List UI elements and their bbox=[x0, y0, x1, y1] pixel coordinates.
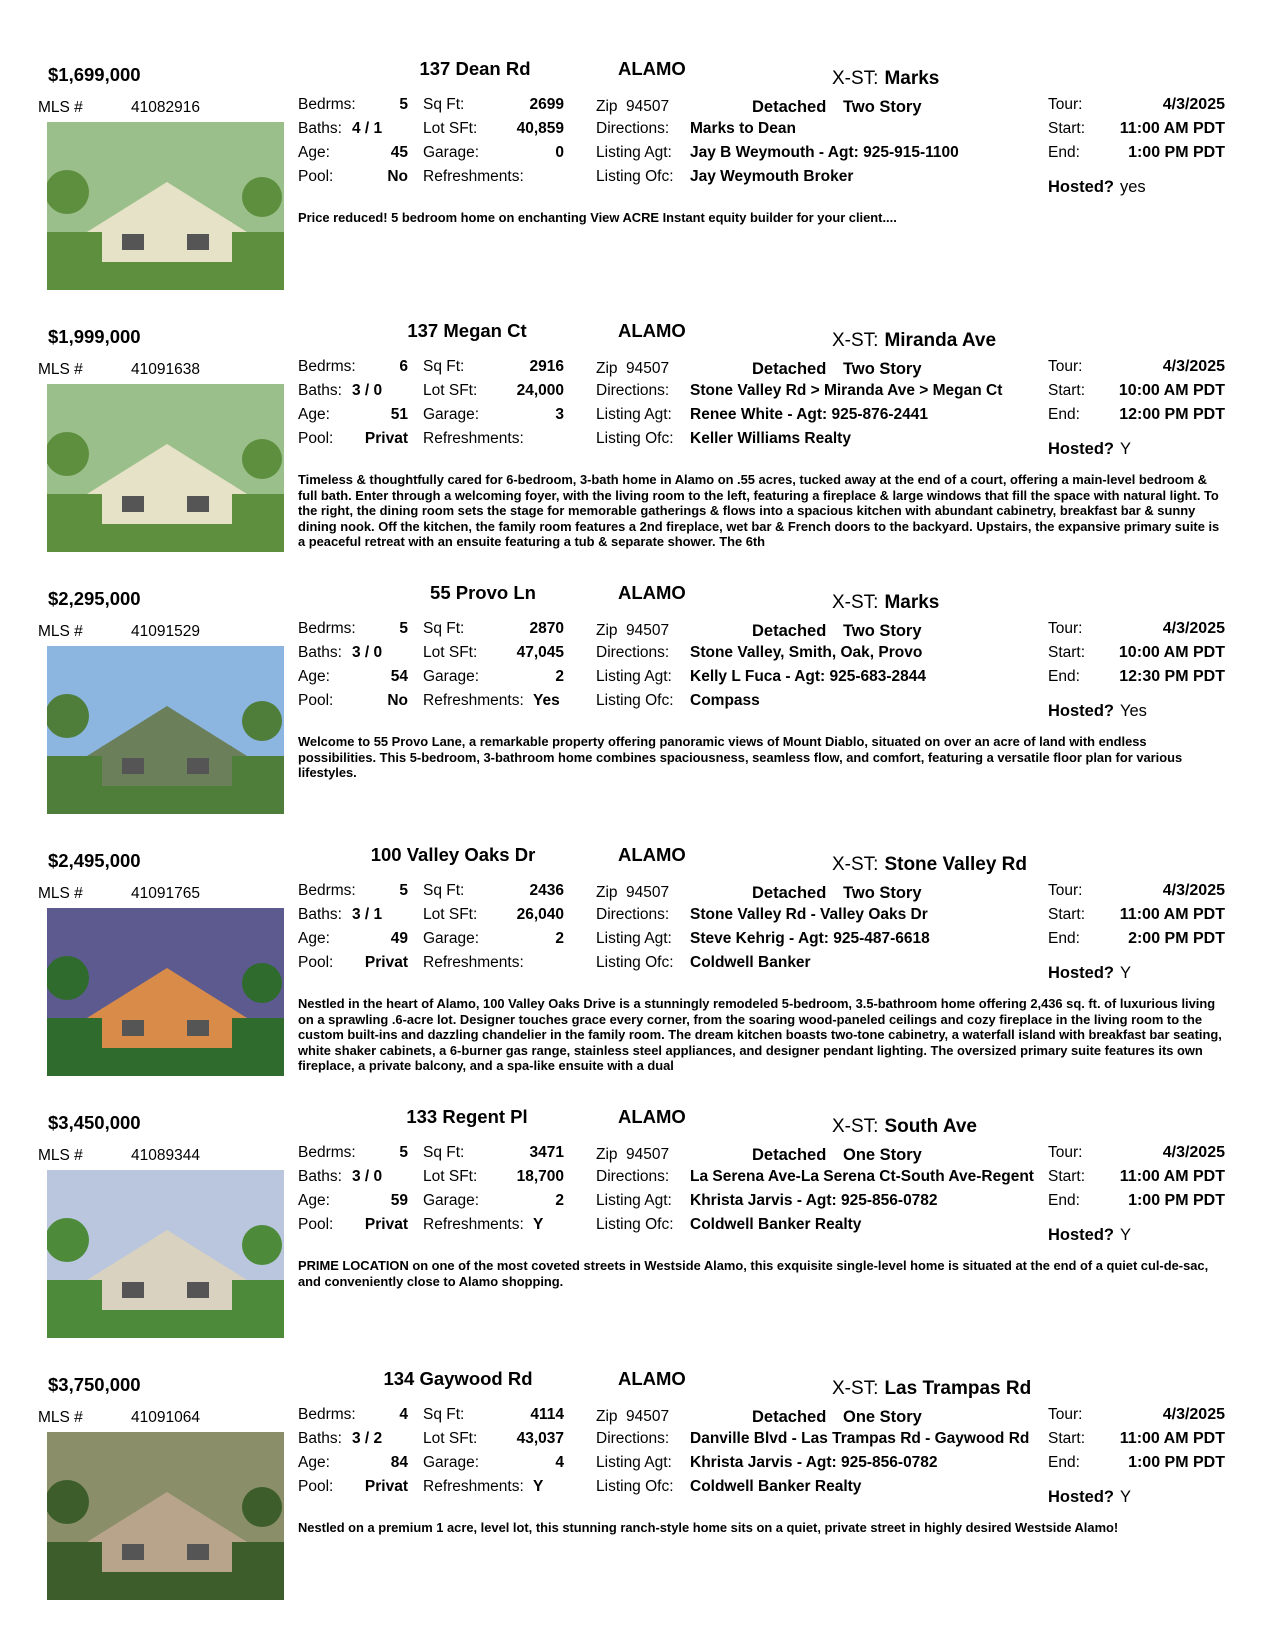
house-photo bbox=[47, 384, 284, 552]
sqft-value: 2436 bbox=[529, 882, 564, 899]
lot-sqft-value: 24,000 bbox=[516, 382, 564, 399]
listing-address: 137 Megan Ct bbox=[407, 320, 527, 341]
hosted-label: Hosted? bbox=[1048, 702, 1114, 720]
listing-office-label: Listing Ofc: bbox=[596, 692, 674, 709]
listing-city: ALAMO bbox=[618, 320, 686, 341]
end-label: End: bbox=[1048, 1454, 1080, 1471]
property-type: Detached bbox=[752, 360, 827, 378]
baths-value: 3 / 1 bbox=[352, 906, 383, 923]
pool-label: Pool: bbox=[298, 1216, 334, 1233]
lot-sqft-label: Lot SFt: bbox=[423, 120, 478, 137]
zip-value: 94507 bbox=[626, 622, 670, 639]
listing-description: PRIME LOCATION on one of the most coveted streets in Westside Alamo, this exquisite single-level home is situated at the end of a quiet cul-de-sac, and conveniently close to Alamo shopping. bbox=[298, 1258, 1209, 1289]
garage-value: 3 bbox=[555, 406, 564, 423]
mls-number: 41082916 bbox=[131, 99, 200, 116]
listing-description: Price reduced! 5 bedroom home on enchanting View ACRE Instant equity builder for your client.... bbox=[298, 210, 897, 225]
stories-value: Two Story bbox=[843, 884, 922, 902]
lot-sqft-value: 18,700 bbox=[516, 1168, 564, 1185]
sqft-value: 4114 bbox=[530, 1406, 564, 1423]
listing-agent-label: Listing Agt: bbox=[596, 406, 672, 423]
age-value: 49 bbox=[390, 930, 408, 947]
pool-label: Pool: bbox=[298, 168, 334, 185]
listing-address: 133 Regent Pl bbox=[406, 1106, 528, 1127]
hosted-value: Y bbox=[1120, 440, 1132, 458]
mls-label: MLS # bbox=[38, 1409, 83, 1426]
hosted-value: Y bbox=[1120, 964, 1132, 982]
listing-price: $3,750,000 bbox=[48, 1374, 141, 1395]
lot-sqft-label: Lot SFt: bbox=[423, 1168, 478, 1185]
pool-label: Pool: bbox=[298, 692, 334, 709]
sqft-label: Sq Ft: bbox=[423, 1144, 465, 1161]
mountain-view-photo bbox=[47, 646, 284, 814]
age-label: Age: bbox=[298, 406, 330, 423]
directions-value: Stone Valley Rd - Valley Oaks Dr bbox=[690, 906, 928, 923]
directions-value: Danville Blvd - Las Trampas Rd - Gaywood Rd bbox=[690, 1430, 1030, 1447]
tour-label: Tour: bbox=[1048, 1144, 1083, 1161]
listing-price: $1,699,000 bbox=[48, 64, 141, 85]
bedrooms-label: Bedrms: bbox=[298, 96, 356, 113]
listing-agent-value: Renee White - Agt: 925-876-2441 bbox=[690, 406, 929, 423]
garage-label: Garage: bbox=[423, 930, 480, 947]
listing-address: 134 Gaywood Rd bbox=[383, 1368, 533, 1389]
bedrooms-label: Bedrms: bbox=[298, 358, 356, 375]
zip-label: Zip bbox=[596, 1146, 618, 1163]
listing-office-label: Listing Ofc: bbox=[596, 168, 674, 185]
listing-card bbox=[0, 1368, 1275, 1628]
tour-label: Tour: bbox=[1048, 1406, 1083, 1423]
listing-address: 137 Dean Rd bbox=[419, 58, 531, 79]
sqft-label: Sq Ft: bbox=[423, 358, 465, 375]
cross-street-label: X-ST: bbox=[832, 330, 879, 351]
bedrooms-label: Bedrms: bbox=[298, 882, 356, 899]
listing-city: ALAMO bbox=[618, 1106, 686, 1127]
bedrooms-label: Bedrms: bbox=[298, 620, 356, 637]
garage-value: 0 bbox=[555, 144, 564, 161]
cross-street-label: X-ST: bbox=[832, 1116, 879, 1137]
baths-value: 3 / 0 bbox=[352, 1168, 383, 1185]
tour-date: 4/3/2025 bbox=[1162, 358, 1225, 375]
stories-value: Two Story bbox=[843, 98, 922, 116]
baths-label: Baths: bbox=[298, 382, 342, 399]
listing-agent-label: Listing Agt: bbox=[596, 668, 672, 685]
age-value: 54 bbox=[390, 668, 408, 685]
cross-street-label: X-ST: bbox=[832, 1378, 879, 1399]
hosted-label: Hosted? bbox=[1048, 178, 1114, 196]
end-label: End: bbox=[1048, 930, 1080, 947]
directions-label: Directions: bbox=[596, 120, 670, 137]
mls-number: 41091529 bbox=[131, 623, 200, 640]
age-value: 51 bbox=[390, 406, 408, 423]
tour-date: 4/3/2025 bbox=[1162, 882, 1225, 899]
sqft-value: 2699 bbox=[529, 96, 564, 113]
lot-sqft-label: Lot SFt: bbox=[423, 382, 478, 399]
ranch-house-photo bbox=[47, 1170, 284, 1338]
refreshments-value: Yes bbox=[533, 692, 560, 709]
listing-city: ALAMO bbox=[618, 58, 686, 79]
bedrooms-label: Bedrms: bbox=[298, 1406, 356, 1423]
pool-label: Pool: bbox=[298, 1478, 334, 1495]
cross-street bbox=[832, 592, 939, 614]
listing-card bbox=[0, 58, 1275, 318]
tour-label: Tour: bbox=[1048, 882, 1083, 899]
tour-date: 4/3/2025 bbox=[1162, 620, 1225, 637]
lot-sqft-label: Lot SFt: bbox=[423, 644, 478, 661]
tour-label: Tour: bbox=[1048, 620, 1083, 637]
age-label: Age: bbox=[298, 930, 330, 947]
start-time: 11:00 AM PDT bbox=[1119, 906, 1225, 923]
listing-agent-value: Jay B Weymouth - Agt: 925-915-1100 bbox=[690, 144, 959, 161]
cross-street bbox=[832, 68, 939, 90]
start-time: 11:00 AM PDT bbox=[1119, 120, 1225, 137]
listing-office-value: Coldwell Banker Realty bbox=[690, 1478, 862, 1495]
hosted-row bbox=[1048, 178, 1146, 197]
property-type: Detached bbox=[752, 1146, 827, 1164]
mls-label: MLS # bbox=[38, 99, 83, 116]
listing-office-value: Keller Williams Realty bbox=[690, 430, 851, 447]
end-time: 1:00 PM PDT bbox=[1128, 1192, 1225, 1209]
directions-value: Stone Valley Rd > Miranda Ave > Megan Ct bbox=[690, 382, 1003, 399]
house-photo bbox=[47, 122, 284, 290]
end-time: 12:00 PM PDT bbox=[1119, 406, 1225, 423]
pool-value: No bbox=[387, 168, 408, 185]
directions-value: Marks to Dean bbox=[690, 120, 796, 137]
listing-office-value: Coldwell Banker bbox=[690, 954, 811, 971]
mls-number: 41091064 bbox=[131, 1409, 200, 1426]
lot-sqft-value: 47,045 bbox=[516, 644, 564, 661]
sqft-value: 2916 bbox=[529, 358, 564, 375]
hosted-value: Y bbox=[1120, 1226, 1132, 1244]
listing-card bbox=[0, 844, 1275, 1104]
zip-value: 94507 bbox=[626, 1146, 670, 1163]
listing-description: Timeless & thoughtfully cared for 6-bedroom, 3-bath home in Alamo on .55 acres, tucked away at the end of a court, offering a main-level bedroom & full bath. Enter through a welcoming foyer, with the living room to the left, featuring a fireplace & large windows that fill the space with natural light. To the right, the dining room sets the stage for memorable gatherings & flows into a spacious kitchen with abundant cabinetry, breakfast bar & sunny dining nook. Off the kitchen, the family room features a 2nd fireplace, wet bar & French doors to the backyard. Upstairs, the expansive primary suite is a peaceful retreat with an ensuite featuring a tub & separate shower. The 6th bbox=[298, 472, 1220, 549]
garage-label: Garage: bbox=[423, 668, 480, 685]
cross-street bbox=[832, 854, 1027, 876]
cross-street-value: South Ave bbox=[884, 1116, 977, 1137]
refreshments-value: Y bbox=[533, 1216, 544, 1233]
end-label: End: bbox=[1048, 406, 1080, 423]
start-time: 10:00 AM PDT bbox=[1118, 644, 1225, 661]
property-type: Detached bbox=[752, 884, 827, 902]
listing-price: $1,999,000 bbox=[48, 326, 141, 347]
stories-value: One Story bbox=[843, 1146, 922, 1164]
listing-agent-value: Steve Kehrig - Agt: 925-487-6618 bbox=[690, 930, 930, 947]
sqft-label: Sq Ft: bbox=[423, 882, 465, 899]
bedrooms-value: 6 bbox=[399, 358, 408, 375]
start-label: Start: bbox=[1048, 906, 1086, 923]
refreshments-label: Refreshments: bbox=[423, 692, 524, 709]
hosted-value: yes bbox=[1120, 178, 1146, 196]
directions-label: Directions: bbox=[596, 644, 670, 661]
listing-office-label: Listing Ofc: bbox=[596, 1478, 674, 1495]
listing-card bbox=[0, 1106, 1275, 1366]
end-label: End: bbox=[1048, 144, 1080, 161]
directions-value: La Serena Ave-La Serena Ct-South Ave-Regent bbox=[690, 1168, 1034, 1185]
lot-sqft-label: Lot SFt: bbox=[423, 1430, 478, 1447]
zip-label: Zip bbox=[596, 360, 618, 377]
directions-label: Directions: bbox=[596, 1168, 670, 1185]
property-type: Detached bbox=[752, 98, 827, 116]
cross-street bbox=[832, 330, 996, 352]
end-label: End: bbox=[1048, 668, 1080, 685]
listing-price: $2,295,000 bbox=[48, 588, 141, 609]
listing-agent-label: Listing Agt: bbox=[596, 144, 672, 161]
tour-date: 4/3/2025 bbox=[1162, 1144, 1225, 1161]
cross-street-label: X-ST: bbox=[832, 854, 879, 875]
baths-label: Baths: bbox=[298, 906, 342, 923]
tour-label: Tour: bbox=[1048, 96, 1083, 113]
start-label: Start: bbox=[1048, 1430, 1086, 1447]
baths-value: 3 / 0 bbox=[352, 382, 383, 399]
mls-label: MLS # bbox=[38, 361, 83, 378]
listing-office-label: Listing Ofc: bbox=[596, 430, 674, 447]
zip-label: Zip bbox=[596, 98, 618, 115]
garage-label: Garage: bbox=[423, 1192, 480, 1209]
age-label: Age: bbox=[298, 144, 330, 161]
zip-label: Zip bbox=[596, 884, 618, 901]
listing-description: Nestled in the heart of Alamo, 100 Valley Oaks Drive is a stunningly remodeled 5-bedroom, 3.5-bathroom home offering 2,436 sq. ft. of luxurious living on a sprawling .6-acre lot. Designer touches grace every corner, from the soaring wood-paneled ceilings and cozy fireplace in the living room to the custom built-ins and dazzling chandelier in the family room. The dream kitchen boasts two-tone cabinetry, a waterfall island with breakfast bar seating, white shaker cabinets, a 6-burner gas range, stainless steel appliances, and designer pendant lighting. The oversized primary suite features its own fireplace, a private balcony, and a spa-like ensuite with a dual bbox=[298, 996, 1222, 1073]
cross-street-value: Las Trampas Rd bbox=[884, 1378, 1032, 1399]
lot-sqft-value: 43,037 bbox=[516, 1430, 564, 1447]
refreshments-label: Refreshments: bbox=[423, 954, 524, 971]
pool-value: Privat bbox=[364, 1216, 408, 1233]
aerial-estate-photo bbox=[47, 1432, 284, 1600]
start-time: 11:00 AM PDT bbox=[1119, 1430, 1225, 1447]
bedrooms-value: 5 bbox=[399, 882, 408, 899]
hosted-label: Hosted? bbox=[1048, 1226, 1114, 1244]
lot-sqft-value: 40,859 bbox=[516, 120, 564, 137]
pool-value: Privat bbox=[364, 954, 408, 971]
stories-value: One Story bbox=[843, 1408, 922, 1426]
zip-value: 94507 bbox=[626, 884, 670, 901]
garage-value: 2 bbox=[555, 668, 564, 685]
garage-value: 2 bbox=[555, 1192, 564, 1209]
mls-label: MLS # bbox=[38, 623, 83, 640]
start-label: Start: bbox=[1048, 120, 1086, 137]
stories-value: Two Story bbox=[843, 360, 922, 378]
listing-office-value: Compass bbox=[690, 692, 760, 709]
mls-label: MLS # bbox=[38, 885, 83, 902]
pool-value: Privat bbox=[364, 430, 408, 447]
mls-number: 41091638 bbox=[131, 361, 200, 378]
pool-value: No bbox=[387, 692, 408, 709]
zip-value: 94507 bbox=[626, 1408, 670, 1425]
listing-agent-value: Khrista Jarvis - Agt: 925-856-0782 bbox=[690, 1454, 938, 1471]
bedrooms-value: 4 bbox=[399, 1406, 408, 1423]
dusk-backyard-photo bbox=[47, 908, 284, 1076]
refreshments-label: Refreshments: bbox=[423, 1216, 524, 1233]
bedrooms-value: 5 bbox=[399, 96, 408, 113]
refreshments-label: Refreshments: bbox=[423, 1478, 524, 1495]
cross-street bbox=[832, 1116, 977, 1138]
cross-street-label: X-ST: bbox=[832, 68, 879, 89]
hosted-row bbox=[1048, 964, 1131, 983]
garage-label: Garage: bbox=[423, 144, 480, 161]
sqft-value: 3471 bbox=[529, 1144, 564, 1161]
listing-office-label: Listing Ofc: bbox=[596, 1216, 674, 1233]
baths-label: Baths: bbox=[298, 1430, 342, 1447]
bedrooms-value: 5 bbox=[399, 1144, 408, 1161]
hosted-value: Yes bbox=[1120, 702, 1147, 720]
end-time: 1:00 PM PDT bbox=[1128, 144, 1225, 161]
bedrooms-label: Bedrms: bbox=[298, 1144, 356, 1161]
listing-city: ALAMO bbox=[618, 582, 686, 603]
listing-description: Nestled on a premium 1 acre, level lot, this stunning ranch-style home sits on a quiet, private street in highly desired Westside Alamo! bbox=[298, 1520, 1119, 1535]
start-time: 10:00 AM PDT bbox=[1118, 382, 1225, 399]
sqft-label: Sq Ft: bbox=[423, 1406, 465, 1423]
listing-address: 55 Provo Ln bbox=[430, 582, 536, 603]
directions-label: Directions: bbox=[596, 1430, 670, 1447]
baths-value: 4 / 1 bbox=[352, 120, 383, 137]
start-label: Start: bbox=[1048, 382, 1086, 399]
lot-sqft-value: 26,040 bbox=[516, 906, 564, 923]
age-label: Age: bbox=[298, 1454, 330, 1471]
cross-street-value: Marks bbox=[884, 68, 940, 89]
end-label: End: bbox=[1048, 1192, 1080, 1209]
sqft-label: Sq Ft: bbox=[423, 96, 465, 113]
age-value: 84 bbox=[390, 1454, 408, 1471]
listing-card bbox=[0, 320, 1275, 580]
lot-sqft-label: Lot SFt: bbox=[423, 906, 478, 923]
listing-agent-label: Listing Agt: bbox=[596, 1454, 672, 1471]
tour-date: 4/3/2025 bbox=[1162, 1406, 1225, 1423]
age-label: Age: bbox=[298, 668, 330, 685]
listing-office-label: Listing Ofc: bbox=[596, 954, 674, 971]
age-value: 59 bbox=[390, 1192, 408, 1209]
cross-street-value: Miranda Ave bbox=[884, 330, 997, 351]
directions-value: Stone Valley, Smith, Oak, Provo bbox=[690, 644, 923, 661]
listing-description: Welcome to 55 Provo Lane, a remarkable property offering panoramic views of Mount Diablo, situated on over an acre of land with endless possibilities. This 5-bedroom, 3-bathroom home combines spaciousness, seamless flow, and comfort, featuring a versatile floor plan for various lifestyles. bbox=[298, 734, 1183, 780]
listing-agent-label: Listing Agt: bbox=[596, 930, 672, 947]
garage-label: Garage: bbox=[423, 1454, 480, 1471]
listing-price: $3,450,000 bbox=[48, 1112, 141, 1133]
zip-value: 94507 bbox=[626, 98, 670, 115]
garage-label: Garage: bbox=[423, 406, 480, 423]
mls-number: 41089344 bbox=[131, 1147, 200, 1164]
refreshments-label: Refreshments: bbox=[423, 168, 524, 185]
start-label: Start: bbox=[1048, 1168, 1086, 1185]
tour-date: 4/3/2025 bbox=[1162, 96, 1225, 113]
hosted-label: Hosted? bbox=[1048, 1488, 1114, 1506]
sqft-label: Sq Ft: bbox=[423, 620, 465, 637]
mls-number: 41091765 bbox=[131, 885, 200, 902]
zip-label: Zip bbox=[596, 622, 618, 639]
cross-street bbox=[832, 1378, 1031, 1400]
cross-street-value: Marks bbox=[884, 592, 940, 613]
cross-street-label: X-ST: bbox=[832, 592, 879, 613]
property-type: Detached bbox=[752, 622, 827, 640]
end-time: 12:30 PM PDT bbox=[1119, 668, 1225, 685]
baths-label: Baths: bbox=[298, 120, 342, 137]
directions-label: Directions: bbox=[596, 382, 670, 399]
listing-city: ALAMO bbox=[618, 1368, 686, 1389]
hosted-row bbox=[1048, 440, 1131, 459]
hosted-row bbox=[1048, 702, 1147, 721]
zip-value: 94507 bbox=[626, 360, 670, 377]
refreshments-value: Y bbox=[533, 1478, 544, 1495]
baths-value: 3 / 2 bbox=[352, 1430, 383, 1447]
pool-label: Pool: bbox=[298, 954, 334, 971]
hosted-row bbox=[1048, 1488, 1131, 1507]
property-type: Detached bbox=[752, 1408, 827, 1426]
listing-agent-label: Listing Agt: bbox=[596, 1192, 672, 1209]
hosted-label: Hosted? bbox=[1048, 964, 1114, 982]
bedrooms-value: 5 bbox=[399, 620, 408, 637]
listing-city: ALAMO bbox=[618, 844, 686, 865]
sqft-value: 2870 bbox=[529, 620, 564, 637]
hosted-label: Hosted? bbox=[1048, 440, 1114, 458]
listing-agent-value: Kelly L Fuca - Agt: 925-683-2844 bbox=[690, 668, 927, 685]
directions-label: Directions: bbox=[596, 906, 670, 923]
hosted-row bbox=[1048, 1226, 1131, 1245]
listing-price: $2,495,000 bbox=[48, 850, 141, 871]
baths-label: Baths: bbox=[298, 644, 342, 661]
listing-office-value: Coldwell Banker Realty bbox=[690, 1216, 862, 1233]
pool-label: Pool: bbox=[298, 430, 334, 447]
start-time: 11:00 AM PDT bbox=[1119, 1168, 1225, 1185]
mls-label: MLS # bbox=[38, 1147, 83, 1164]
cross-street-value: Stone Valley Rd bbox=[884, 854, 1027, 875]
end-time: 2:00 PM PDT bbox=[1128, 930, 1225, 947]
pool-value: Privat bbox=[364, 1478, 408, 1495]
listing-address: 100 Valley Oaks Dr bbox=[370, 844, 536, 865]
listing-office-value: Jay Weymouth Broker bbox=[690, 168, 854, 185]
start-label: Start: bbox=[1048, 644, 1086, 661]
stories-value: Two Story bbox=[843, 622, 922, 640]
garage-value: 4 bbox=[555, 1454, 564, 1471]
baths-label: Baths: bbox=[298, 1168, 342, 1185]
listing-agent-value: Khrista Jarvis - Agt: 925-856-0782 bbox=[690, 1192, 938, 1209]
zip-label: Zip bbox=[596, 1408, 618, 1425]
garage-value: 2 bbox=[555, 930, 564, 947]
end-time: 1:00 PM PDT bbox=[1128, 1454, 1225, 1471]
age-value: 45 bbox=[390, 144, 408, 161]
age-label: Age: bbox=[298, 1192, 330, 1209]
refreshments-label: Refreshments: bbox=[423, 430, 524, 447]
hosted-value: Y bbox=[1120, 1488, 1132, 1506]
tour-label: Tour: bbox=[1048, 358, 1083, 375]
baths-value: 3 / 0 bbox=[352, 644, 383, 661]
listing-card bbox=[0, 582, 1275, 842]
